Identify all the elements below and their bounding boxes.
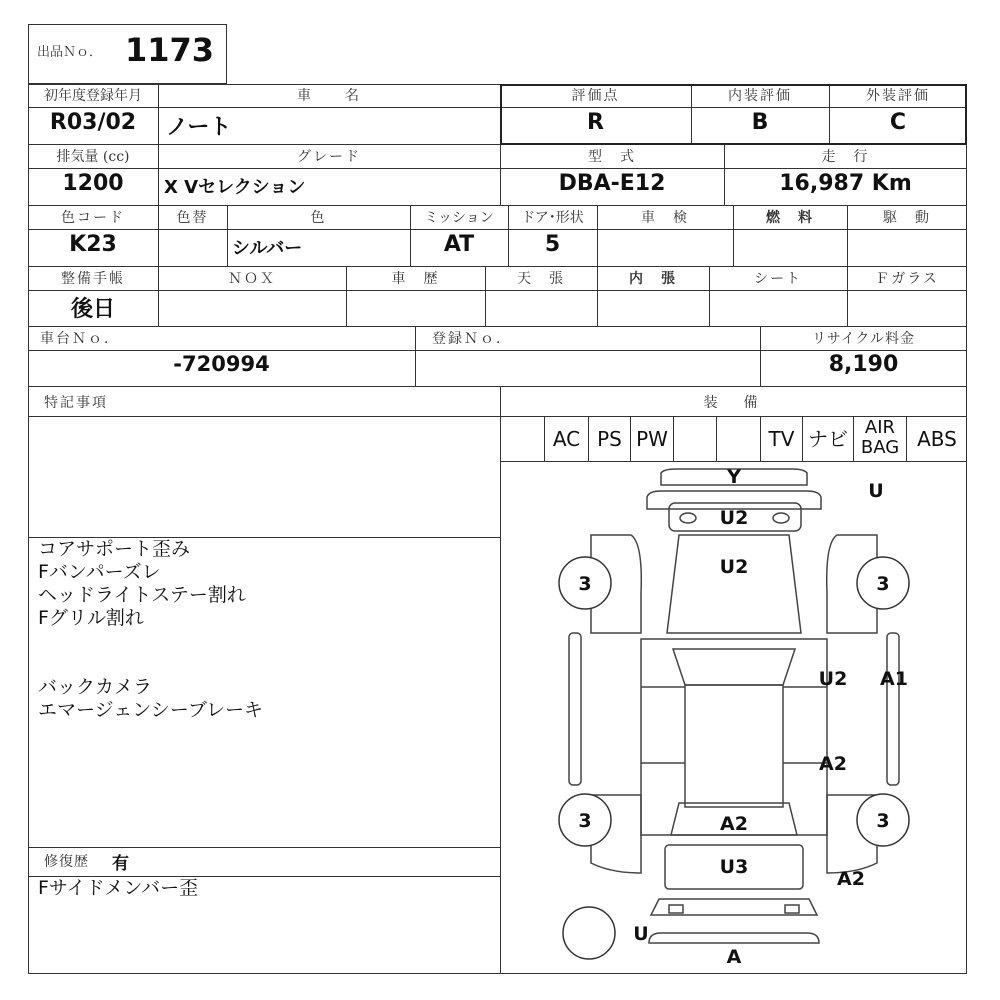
dmg-hood: U2 (719, 556, 749, 578)
manual-value: 後日 (70, 297, 115, 322)
repair-label: 修復歴 (44, 854, 89, 870)
first-reg-label: 初年度登録年月 (44, 88, 142, 104)
mileage-label: 走 行 (821, 149, 870, 165)
first-reg-value: R03/02 (49, 110, 137, 135)
nox-label: ＮＯＸ (228, 271, 276, 287)
spare-tire-circle (563, 907, 615, 959)
roof-label: 天 張 (517, 271, 565, 287)
repair-value: 有 (112, 854, 129, 874)
equip-airbag: AIR BAG (854, 416, 907, 462)
manual-label: 整備手帳 (61, 271, 125, 287)
dmg-right-fender-door: U2 (818, 668, 848, 690)
equip-blank (500, 416, 545, 462)
model-label: 型 式 (588, 149, 636, 165)
history-label: 車 歴 (391, 271, 440, 287)
chassis-label: 車台Ｎｏ． (40, 331, 120, 347)
lot-label: 出品Ｎｏ． (37, 45, 103, 60)
equip-tv: TV (761, 416, 803, 462)
reg-label: 登録Ｎｏ． (432, 331, 512, 347)
mission-value: AT (443, 232, 475, 257)
notes-label: 特記事項 (44, 395, 108, 411)
car-name-label: 車 名 (297, 88, 361, 104)
drive-label: 駆 動 (883, 210, 931, 226)
dmg-roof-rear: A2 (720, 813, 748, 835)
note-line: エマージェンシーブレーキ (38, 699, 264, 721)
dmg-right-rear-door: A2 (819, 753, 847, 775)
dmg-right-rear-quarter: A2 (837, 868, 865, 890)
color-code-label: 色コード (61, 210, 125, 226)
chassis-value: -720994 (173, 352, 270, 376)
equip-navi: ナビ (803, 416, 854, 462)
dmg-tire-rr: 3 (876, 810, 890, 832)
equip-abs: ABS (917, 427, 957, 451)
dmg-right-sill: A1 (880, 668, 908, 690)
grade-label: グレード (297, 149, 361, 165)
grade-value: X Vセレクション (164, 177, 306, 198)
dmg-front-bumper: Y (727, 466, 741, 488)
hood-outline (667, 535, 801, 633)
notes-list-a (38, 538, 493, 630)
equip-pw: PW (631, 416, 674, 462)
equip-ac: AC (545, 416, 589, 462)
inner-label: 内 張 (629, 271, 677, 287)
equipment-label: 装 備 (703, 395, 764, 411)
displacement-value: 1200 (62, 171, 124, 196)
exterior-value: C (889, 110, 907, 135)
recycle-label: リサイクル料金 (811, 331, 916, 347)
note-line: ヘッドライトステー割れ (38, 584, 246, 606)
dmg-rear-bumper: A (726, 946, 742, 968)
displacement-label: 排気量 (cc) (56, 149, 130, 165)
dmg-tire-fr: 3 (876, 573, 890, 595)
doors-value: 5 (544, 232, 561, 257)
lot-number: 1173 (125, 31, 215, 69)
equipment-row (500, 416, 967, 462)
mileage-value: 16,987 Km (779, 171, 912, 196)
color-value: シルバー (232, 238, 303, 259)
note-line: バックカメラ (38, 676, 153, 698)
note-line: Fバンパーズレ (38, 561, 161, 583)
car-diagram (501, 463, 967, 973)
repaint-label: 色替 (176, 210, 209, 226)
note-line: Fグリル割れ (38, 607, 144, 629)
color-code-value: K23 (69, 232, 117, 257)
car-name-value: ノート (166, 115, 232, 140)
notes-list-b (38, 676, 493, 722)
model-value: DBA-E12 (558, 171, 666, 196)
seat-label: シート (754, 271, 802, 287)
color-label: 色 (310, 210, 327, 226)
fglass-label: Ｆガラス (875, 271, 939, 287)
doors-label: ドア･形状 (521, 210, 584, 226)
fuel-label: 燃 料 (766, 210, 814, 226)
dmg-grille: U2 (719, 507, 749, 529)
dmg-trunk: U3 (719, 856, 749, 878)
score-value: R (587, 110, 604, 135)
exterior-label: 外装評価 (866, 88, 930, 104)
inspection-label: 車 検 (641, 210, 689, 226)
note-line: コアサポート歪み (38, 538, 191, 560)
recycle-value: 8,190 (828, 352, 899, 377)
repair-note: Fサイドメンバー歪 (38, 877, 199, 899)
equip-ps: PS (589, 416, 631, 462)
interior-label: 内装評価 (728, 88, 792, 104)
dmg-tire-fl: 3 (578, 573, 592, 595)
dmg-rear-bumper-left: U (633, 923, 649, 945)
equip-blank (674, 416, 717, 462)
score-label: 評価点 (571, 88, 620, 104)
mission-label: ミッション (424, 210, 494, 226)
dmg-tire-rl: 3 (578, 810, 592, 832)
dmg-front-right-corner: U (868, 480, 884, 502)
interior-value: B (751, 110, 769, 135)
lot-box (28, 24, 227, 84)
equip-blank (717, 416, 761, 462)
